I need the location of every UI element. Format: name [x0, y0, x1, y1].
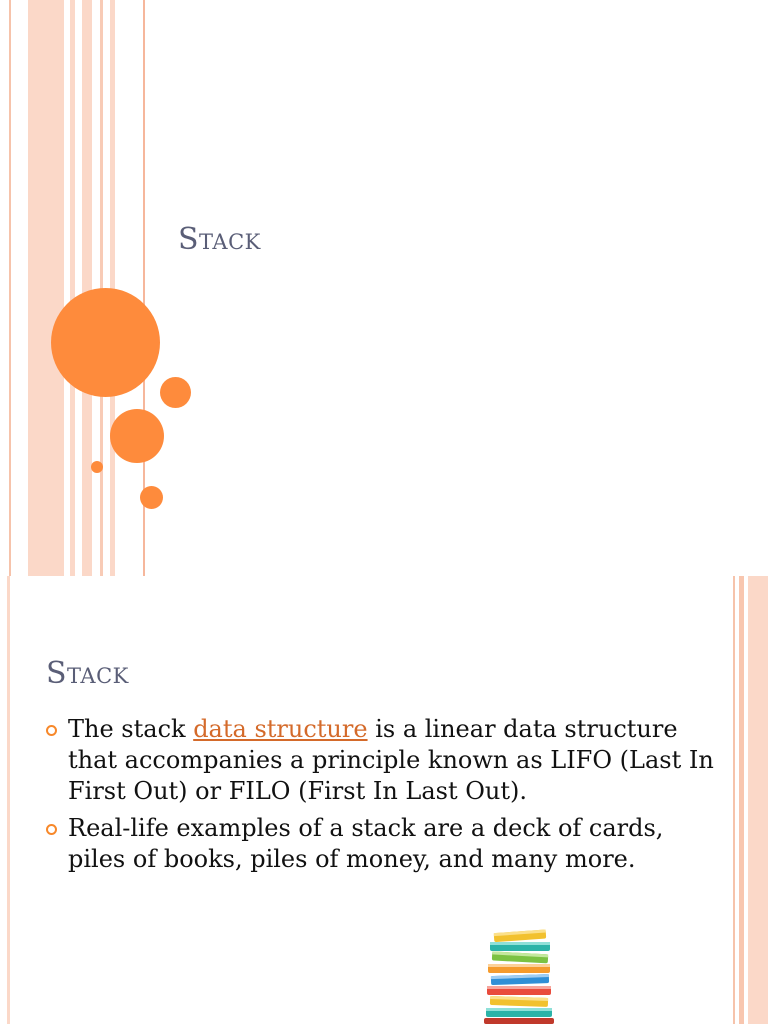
- decor-stripe: [28, 0, 64, 576]
- bullet-item: [46, 813, 726, 875]
- slide-title: Stack: [46, 656, 129, 691]
- bullet-list: [46, 714, 726, 881]
- decor-stripe: [733, 576, 735, 1024]
- bullet-circle-icon: [46, 824, 57, 835]
- data-structure-link[interactable]: data structure: [193, 715, 368, 743]
- bullet-item: [46, 714, 726, 807]
- content-slide: [0, 576, 768, 1024]
- decor-circle-medium: [110, 409, 164, 463]
- bullet-text: Real-life examples of a stack are a deck of cards, piles of books, piles of money, and many more.: [68, 814, 664, 873]
- decor-circle-tiny: [91, 461, 103, 473]
- slide-title: Stack: [178, 222, 261, 257]
- decor-stripe: [739, 576, 744, 1024]
- decor-stripe: [70, 0, 75, 576]
- bullet-text: is a linear data structure that accompanies a principle known as LIFO (Last In First Out) or FILO (First In Last Out).: [68, 715, 714, 805]
- decor-stripe: [748, 576, 768, 1024]
- decor-stripe: [7, 576, 10, 1024]
- decor-circle-small: [140, 486, 163, 509]
- bullet-text: The stack: [68, 715, 194, 743]
- bullet-circle-icon: [46, 725, 57, 736]
- decor-circle-small: [160, 377, 191, 408]
- decor-stripe: [82, 0, 92, 576]
- decor-circle-large: [51, 288, 160, 397]
- stack-of-books-icon: [470, 921, 580, 1024]
- decor-stripe: [9, 0, 11, 576]
